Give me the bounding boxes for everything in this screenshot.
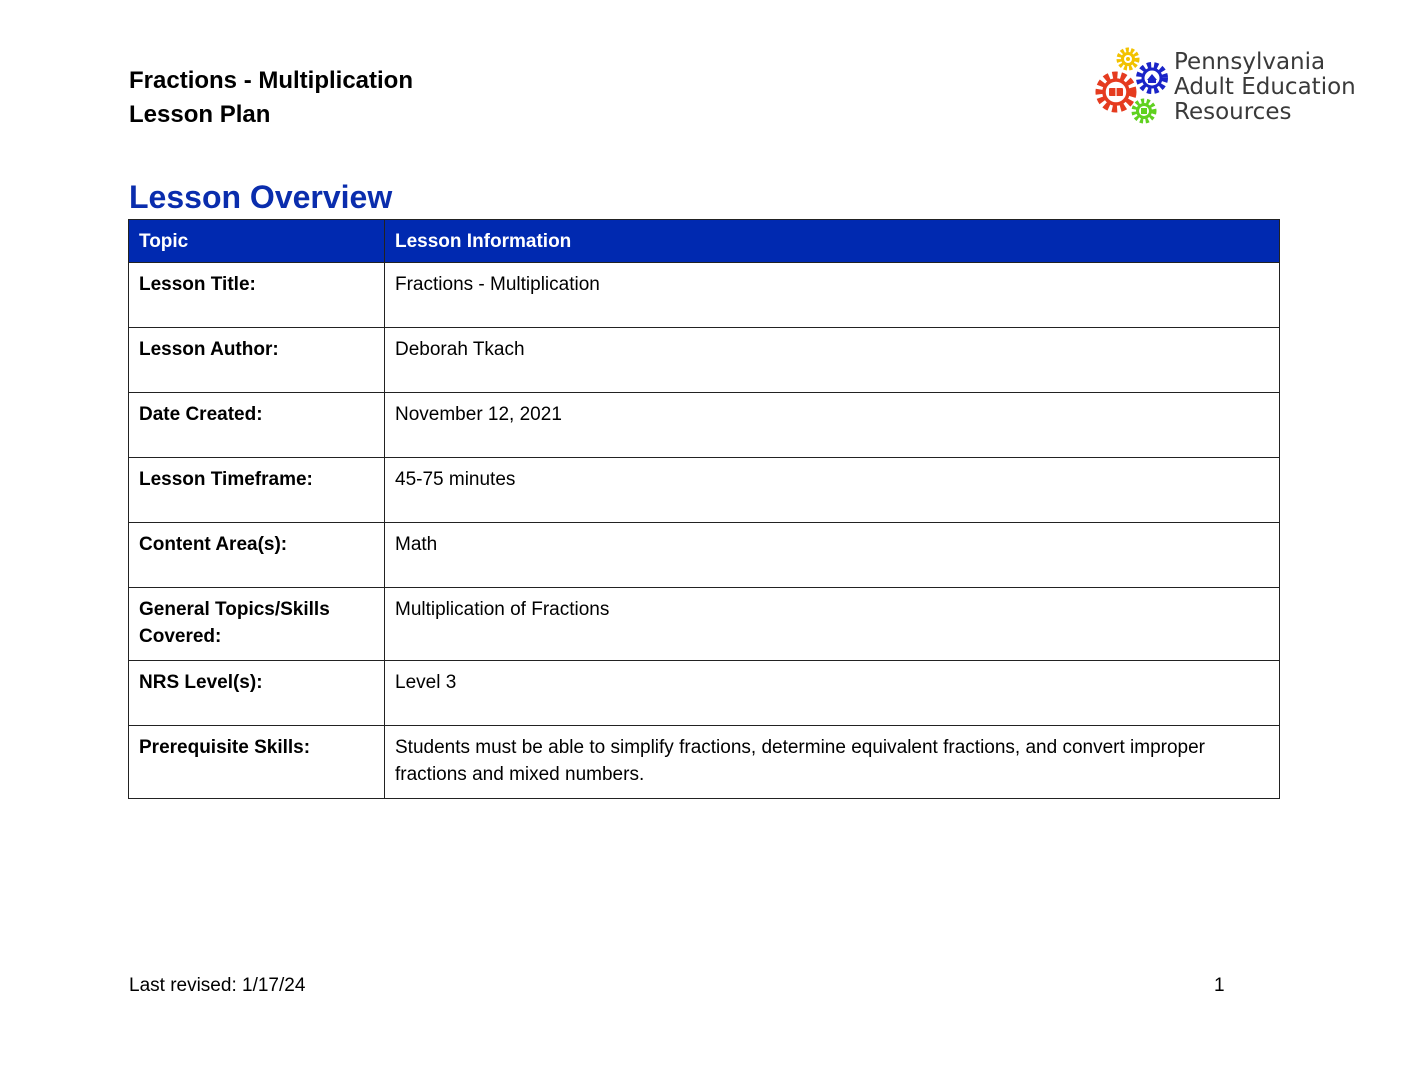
table-row [129, 263, 1280, 328]
table-row [129, 726, 1280, 799]
pa-adult-education-logo [1094, 46, 1364, 130]
yellow-gear-icon [1119, 50, 1137, 68]
logo-line-3: Resources [1174, 99, 1292, 125]
logo-wordmark [1174, 50, 1356, 125]
topic-cell: Lesson Title: [129, 263, 385, 328]
green-gear-icon [1134, 101, 1154, 121]
blue-gear-icon [1139, 65, 1165, 91]
table-row [129, 328, 1280, 393]
logo-line-2: Adult Education [1174, 74, 1356, 100]
red-gear-icon [1099, 75, 1133, 109]
topic-cell: Lesson Timeframe: [129, 458, 385, 523]
topic-cell: Content Area(s): [129, 523, 385, 588]
topic-cell: NRS Level(s): [129, 661, 385, 726]
topic-cell: Prerequisite Skills: [129, 726, 385, 799]
info-cell: Deborah Tkach [385, 328, 1280, 393]
column-header-lesson-information: Lesson Information [385, 220, 1280, 263]
topic-cell: Lesson Author: [129, 328, 385, 393]
column-header-topic: Topic [129, 220, 385, 263]
info-cell: November 12, 2021 [385, 393, 1280, 458]
info-cell: Fractions - Multiplication [385, 263, 1280, 328]
title-line-1: Fractions - Multiplication [129, 67, 414, 94]
info-cell: Multiplication of Fractions [385, 588, 1280, 661]
info-cell: Level 3 [385, 661, 1280, 726]
table-row [129, 523, 1280, 588]
topic-cell: Date Created: [129, 393, 385, 458]
document-title [129, 64, 413, 132]
info-cell: Math [385, 523, 1280, 588]
logo-line-1: Pennsylvania [1174, 49, 1326, 75]
table-row [129, 393, 1280, 458]
gears-icon [1094, 46, 1174, 130]
last-revised-date: Last revised: 1/17/24 [129, 975, 306, 996]
page-number: 1 [1214, 975, 1225, 996]
table-header-row [129, 220, 1280, 263]
lesson-overview-table [128, 219, 1280, 799]
section-heading: Lesson Overview [129, 179, 393, 215]
table-row [129, 661, 1280, 726]
info-cell: Students must be able to simplify fractions, determine equivalent fractions, and convert improper fractions and mixed numbers. [385, 726, 1280, 799]
topic-cell: General Topics/Skills Covered: [129, 588, 385, 661]
table-row [129, 588, 1280, 661]
title-line-2: Lesson Plan [129, 101, 271, 128]
table-row [129, 458, 1280, 523]
info-cell: 45-75 minutes [385, 458, 1280, 523]
